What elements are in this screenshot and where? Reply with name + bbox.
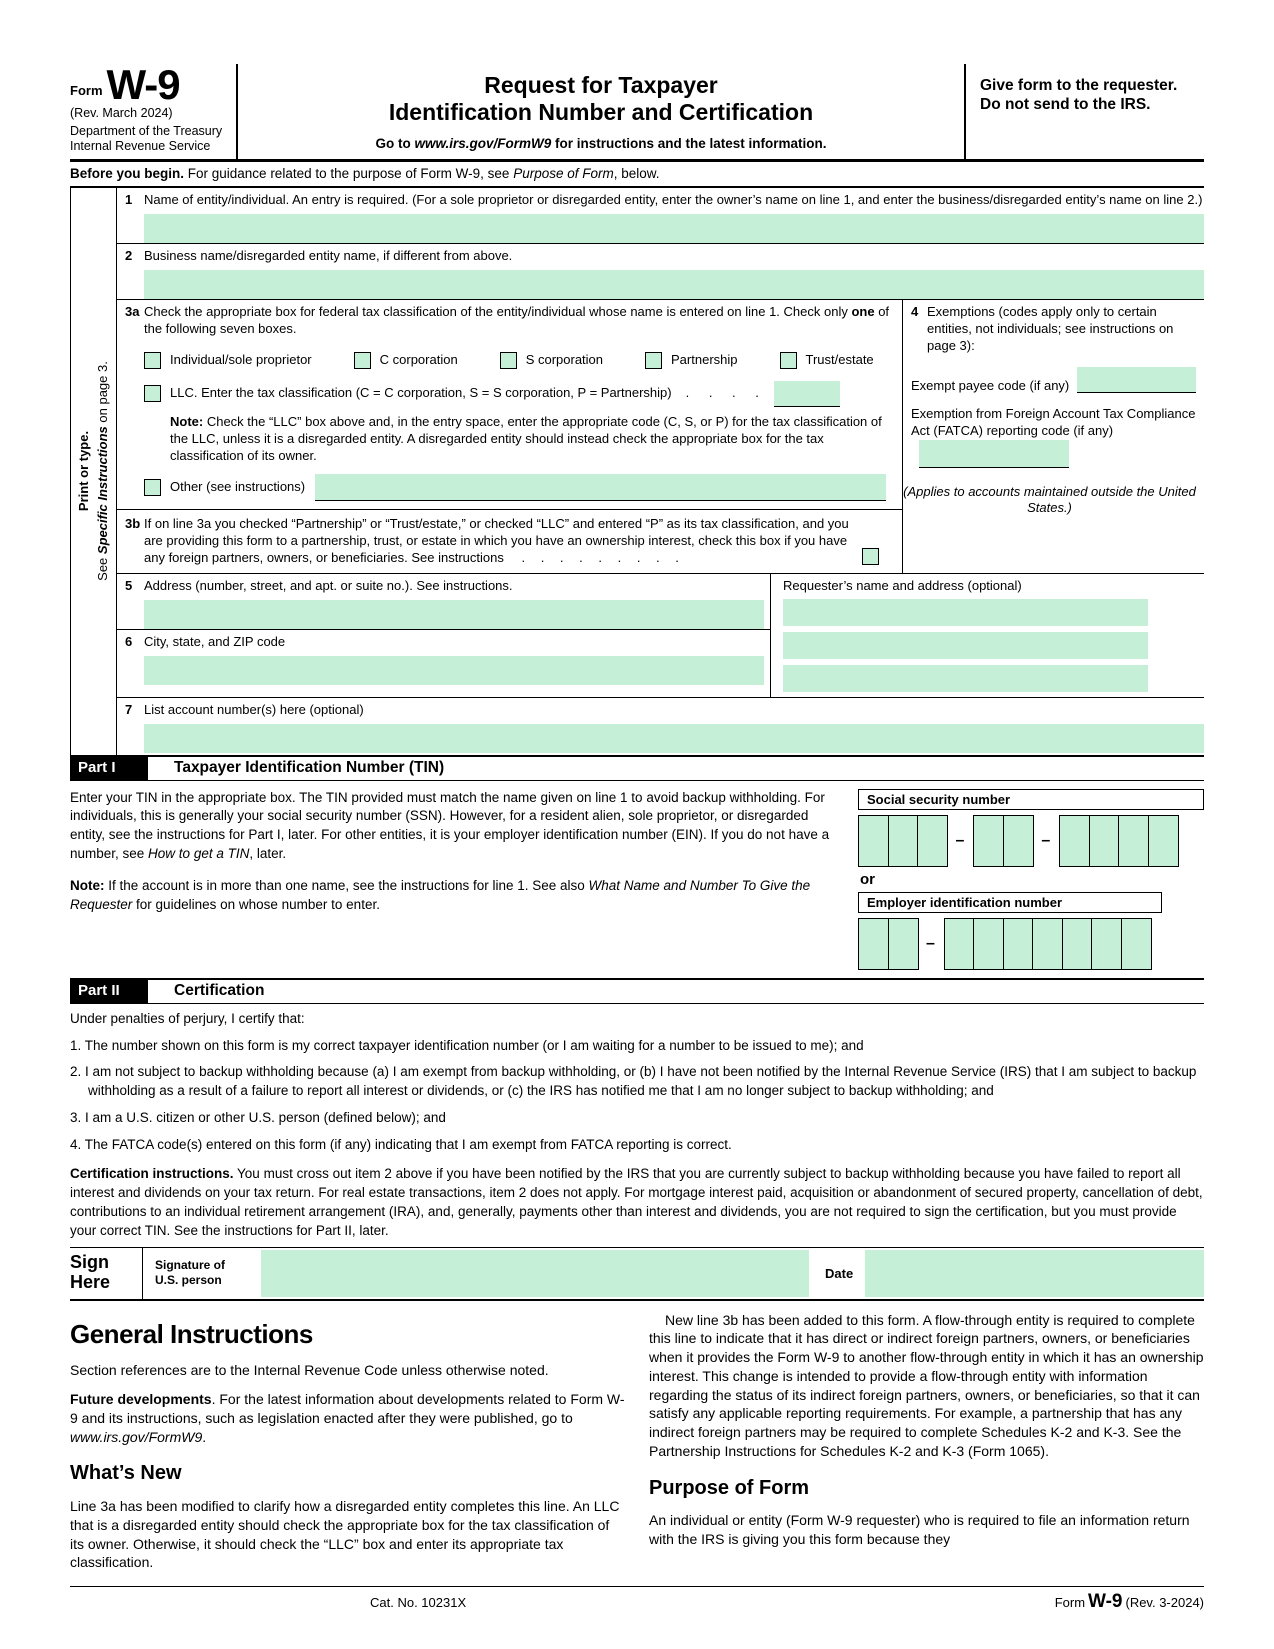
certification-item-3: 3. I am a U.S. citizen or other U.S. person (defined below); and xyxy=(70,1110,446,1126)
llc-checkbox[interactable] xyxy=(144,385,161,402)
ssn-dash-2: – xyxy=(1041,831,1051,849)
ein-boxes xyxy=(858,918,1204,970)
line3b-text: If on line 3a you checked “Partnership” or “Trust/estate,” or checked “LLC” and entered “P” as its tax classification, and you are providing this form to a partnership, trust, or estate in which you have an ownership interest, check this box if you have any foreign partners, owners, or beneficiaries. See instructions xyxy=(144,516,849,565)
foreign-partners-checkbox[interactable] xyxy=(862,548,879,565)
form-title-line2: Identification Number and Certification xyxy=(388,99,814,126)
ein-digit-4[interactable] xyxy=(973,918,1004,970)
page-footer xyxy=(70,1586,1204,1613)
line7-number: 7 xyxy=(125,701,133,717)
line3a-row xyxy=(117,300,902,510)
certification-item-4: 4. The FATCA code(s) entered on this form (if any) indicating that I am exempt from FATCA reporting is correct. xyxy=(70,1137,732,1153)
requester-label: Requester’s name and address (optional) xyxy=(783,577,1022,593)
irs-url: www.irs.gov/FormW9 xyxy=(414,136,552,152)
part1-body xyxy=(70,781,1204,970)
line7-row xyxy=(117,698,1204,755)
sign-here-label: Sign Here xyxy=(70,1251,111,1293)
ssn-digit-4[interactable] xyxy=(973,815,1004,867)
agency-line: Internal Revenue Service xyxy=(70,139,211,154)
line2-business-name-field[interactable] xyxy=(144,270,1204,299)
llc-classification-entry-field[interactable] xyxy=(774,381,840,407)
s-corp-checkbox[interactable] xyxy=(500,352,517,369)
other-option-row xyxy=(144,474,892,501)
individual-checkbox[interactable] xyxy=(144,352,161,369)
line3b-row xyxy=(117,510,902,573)
requester-field-1[interactable] xyxy=(783,599,1148,626)
part1-heading xyxy=(70,755,1204,781)
form-header-center xyxy=(238,64,964,159)
classification-block xyxy=(117,300,1204,574)
instructions-left-column xyxy=(70,1311,625,1573)
line5-row xyxy=(117,574,770,630)
part2-body xyxy=(70,1004,1204,1241)
form-number: W-9 xyxy=(106,61,180,108)
exempt-payee-row xyxy=(903,367,1196,393)
line4-number: 4 xyxy=(911,303,919,319)
line2-row xyxy=(117,244,1204,300)
give-form-note: Give form to the requester. Do not send to the IRS. xyxy=(980,77,1178,114)
requester-field-2[interactable] xyxy=(783,632,1148,659)
line2-number: 2 xyxy=(125,247,133,263)
form-word: Form xyxy=(70,82,103,98)
checkbox-individual-sole-proprietor[interactable]: Individual/sole proprietor xyxy=(144,352,312,369)
line6-label: City, state, and ZIP code xyxy=(144,633,286,649)
ein-digit-7[interactable] xyxy=(1062,918,1093,970)
ssn-digit-7[interactable] xyxy=(1089,815,1120,867)
tin-entry-area xyxy=(858,789,1204,970)
fatca-row xyxy=(903,405,1196,468)
line7-label: List account number(s) here (optional) xyxy=(144,701,364,717)
line7-account-numbers-field[interactable] xyxy=(144,724,1204,753)
line6-city-state-zip-field[interactable] xyxy=(144,656,764,685)
print-or-type-sidebar xyxy=(71,188,117,755)
ssn-digit-8[interactable] xyxy=(1118,815,1149,867)
form-title-line1: Request for Taxpayer xyxy=(484,72,718,98)
exempt-payee-label: Exempt payee code (if any) xyxy=(911,377,1070,393)
ein-dash: – xyxy=(926,934,935,952)
ein-digit-2[interactable] xyxy=(888,918,919,970)
line5-address-field[interactable] xyxy=(144,600,764,629)
certification-item-1: 1. The number shown on this form is my correct taxpayer identification number (or I am waiting for a number to be issued to me); and xyxy=(70,1037,864,1053)
applies-note: (Applies to accounts maintained outside the United States.) xyxy=(903,483,1196,516)
line5-label: Address (number, street, and apt. or suite no.). See instructions. xyxy=(144,577,513,593)
ein-digit-1[interactable] xyxy=(858,918,889,970)
form-header xyxy=(70,61,1204,162)
line4-label: Exemptions (codes apply only to certain entities, not individuals; see instructions on page 3): xyxy=(927,303,1174,353)
part2-badge: Part II xyxy=(70,980,148,1003)
ein-digit-6[interactable] xyxy=(1032,918,1063,970)
section-references-paragraph: Section references are to the Internal Revenue Code unless otherwise noted. xyxy=(70,1362,549,1379)
ssn-digit-2[interactable] xyxy=(888,815,919,867)
other-checkbox[interactable] xyxy=(144,479,161,496)
line3a-number: 3a xyxy=(125,303,140,319)
instructions-section xyxy=(70,1301,1204,1573)
form-header-left xyxy=(70,61,238,159)
certification-intro: Under penalties of perjury, I certify that: xyxy=(70,1010,305,1026)
line6-row xyxy=(117,630,770,689)
partnership-checkbox[interactable] xyxy=(645,352,662,369)
checkbox-s-corporation[interactable]: S corporation xyxy=(500,352,603,369)
other-label: Other (see instructions) xyxy=(170,479,306,495)
date-label: Date xyxy=(825,1265,854,1281)
before-you-begin: Before you begin. For guidance related to the purpose of Form W-9, see Purpose of Form, below. xyxy=(70,162,1204,188)
tax-classification-options xyxy=(144,352,892,369)
ein-digit-8[interactable] xyxy=(1091,918,1122,970)
line6-number: 6 xyxy=(125,633,133,649)
whats-new-paragraph: Line 3a has been modified to clarify how a disregarded entity completes this line. An LLC that is a disregarded entity should check the appropriate box for the tax classification of its owner. Otherwise, it should check the “LLC” box and enter its appropriate tax classification. xyxy=(70,1498,620,1571)
footer-form-number: W-9 xyxy=(1088,1591,1123,1613)
certification-item-2: 2. I am not subject to backup withholding because (a) I am exempt from backup withholding, or (b) I have not been notified by the Internal Revenue Service (IRS) that I am subject to backup withholding as a result of a failure to report all interest or dividends, or (c) the IRS has notified me that I am no longer subject to backup withholding; and xyxy=(70,1064,1197,1099)
purpose-paragraph: An individual or entity (Form W-9 requester) who is required to file an information return with the IRS is giving you this form because they xyxy=(649,1512,1190,1548)
purpose-of-form-heading: Purpose of Form xyxy=(649,1476,810,1499)
part1-paragraph: Enter your TIN in the appropriate box. The TIN provided must match the name given on line 1 to avoid backup withholding. For individuals, this is generally your social security number (SSN). However, for a resident alien, sole proprietor, or disregarded entity, see the instructions for Part I, later. For other entities, it is your employer identification number (EIN). If you do not have a number, see How to get a TIN, later. xyxy=(70,789,830,861)
sidebar-rotated-text: Print or type. See Specific Instructions on page 3. xyxy=(75,361,110,582)
checkbox-partnership[interactable]: Partnership xyxy=(645,352,737,369)
general-instructions-heading: General Instructions xyxy=(70,1318,313,1349)
ein-digit-3[interactable] xyxy=(944,918,975,970)
form-header-right xyxy=(964,64,1204,159)
checkbox-c-corporation[interactable]: C corporation xyxy=(354,352,458,369)
ein-digit-9[interactable] xyxy=(1121,918,1152,970)
ssn-digit-3[interactable] xyxy=(917,815,948,867)
ssn-digit-5[interactable] xyxy=(1003,815,1034,867)
form-revision: (Rev. March 2024) xyxy=(70,105,173,120)
llc-label: LLC. Enter the tax classification (C = C corporation, S = S corporation, P = Partnership) xyxy=(170,385,672,401)
line3b-number: 3b xyxy=(125,516,141,532)
new-line-3b-paragraph: New line 3b has been added to this form. A flow-through entity is required to complete this line to indicate that it has direct or indirect foreign partners, owners, or beneficiaries when it provides the Form W-9 to another flow-through entity in which it has an ownership interest. This change is intended to provide a flow-through entity with information regarding the status of its indirect foreign partners, owners, or beneficiaries, so that it can satisfy any applicable reporting requirements. For example, a partnership that has any indirect foreign partners may be required to complete Schedules K-2 and K-3. See the Partnership Instructions for Schedules K-2 and K-3 (Form 1065). xyxy=(649,1311,1204,1459)
whats-new-heading: What’s New xyxy=(70,1462,182,1485)
catalog-number: Cat. No. 10231X xyxy=(370,1595,467,1611)
c-corp-checkbox[interactable] xyxy=(354,352,371,369)
or-label: or xyxy=(860,870,875,888)
line1-row xyxy=(117,188,1204,244)
fatca-label: Exemption from Foreign Account Tax Compliance Act (FATCA) reporting code (if any) xyxy=(911,405,1196,439)
address-block xyxy=(117,574,1204,698)
trust-estate-checkbox[interactable] xyxy=(780,352,797,369)
ssn-digit-1[interactable] xyxy=(858,815,889,867)
footer-form-id: Form W-9 (Rev. 3-2024) xyxy=(1054,1591,1204,1613)
line5-number: 5 xyxy=(125,577,133,593)
part2-title: Certification xyxy=(174,981,265,999)
ssn-digit-9[interactable] xyxy=(1148,815,1179,867)
instructions-right-column xyxy=(649,1311,1204,1573)
requester-box xyxy=(770,574,1204,697)
signature-row xyxy=(70,1247,1204,1301)
certification-instructions: Certification instructions. You must cross out item 2 above if you have been notified by the IRS that you are currently subject to backup withholding because you have failed to report all interest and dividends on your tax return. For real estate transactions, item 2 does not apply. For mortgage interest paid, acquisition or abandonment of secured property, cancellation of debt, contributions to an individual retirement arrangement (IRA), and, generally, payments other than interest and dividends, you are not required to sign the certification, but you must provide your correct TIN. See the instructions for Part II, later. xyxy=(70,1165,1203,1238)
future-developments-paragraph: Future developments. For the latest information about developments related to Form W-9 and its instructions, such as legislation enacted after they were published, go to www.irs.gov/FormW9. xyxy=(70,1391,625,1445)
line3a-label: Check the appropriate box for federal tax classification of the entity/individual whose name is entered on line 1. Check only one of the following seven boxes. xyxy=(144,303,890,336)
goto-line: Go to www.irs.gov/FormW9 for instructions and the latest information. xyxy=(375,136,827,152)
signature-field[interactable] xyxy=(261,1250,809,1297)
ssn-digit-6[interactable] xyxy=(1059,815,1090,867)
line1-number: 1 xyxy=(125,192,133,208)
line4-exemptions-box xyxy=(902,300,1204,573)
line1-name-field[interactable] xyxy=(144,214,1204,243)
part2-heading xyxy=(70,978,1204,1004)
ssn-boxes xyxy=(858,815,1204,867)
part1-note: Note: If the account is in more than one name, see the instructions for line 1. See also What Name and Number To Give the Requester for guidelines on whose number to enter. xyxy=(70,878,811,912)
line1-label: Name of entity/individual. An entry is required. (For a sole proprietor or disregarded entity, enter the owner’s name on line 1, and enter the business/disregarded entity’s name on line 2.) xyxy=(144,192,1203,208)
exempt-payee-code-field[interactable] xyxy=(1077,367,1196,393)
form-grid xyxy=(70,188,1204,755)
llc-note: Note: Check the “LLC” box above and, in the entry space, enter the appropriate code (C, S, or P) for the tax classification of the LLC, unless it is a disregarded entity. A disregarded entity should instead check the appropriate box for the tax classification of its owner. xyxy=(170,413,882,463)
ein-digit-5[interactable] xyxy=(1003,918,1034,970)
ssn-label: Social security number xyxy=(858,789,1204,810)
llc-option-row xyxy=(144,381,892,407)
llc-dot-leader: . . . . xyxy=(685,385,760,401)
checkbox-trust-estate[interactable]: Trust/estate xyxy=(780,352,874,369)
part1-badge: Part I xyxy=(70,757,148,780)
requester-field-3[interactable] xyxy=(783,665,1148,692)
ein-label: Employer identification number xyxy=(858,892,1162,913)
other-entry-field[interactable] xyxy=(315,474,886,501)
date-field[interactable] xyxy=(865,1250,1204,1297)
line3b-dot-leader: . . . . . . . . . xyxy=(521,549,680,565)
part1-title: Taxpayer Identification Number (TIN) xyxy=(174,758,445,776)
fatca-code-field[interactable] xyxy=(919,440,1069,468)
signature-of-label: Signature of U.S. person xyxy=(155,1257,226,1288)
department-line: Department of the Treasury xyxy=(70,123,223,138)
line2-label: Business name/disregarded entity name, if different from above. xyxy=(144,247,513,263)
ssn-dash-1: – xyxy=(955,831,965,849)
